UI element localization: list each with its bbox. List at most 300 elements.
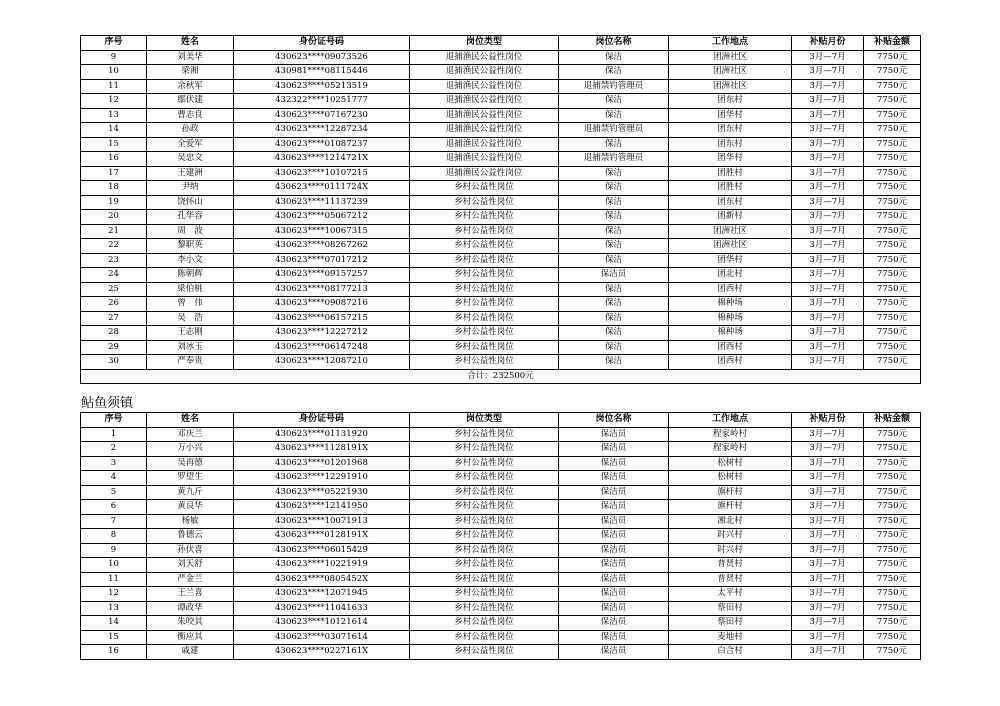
name-cell: 周 波 [147,224,234,239]
post-name-cell: 保洁 [559,50,669,65]
seq-cell: 22 [81,239,147,254]
seq-cell: 11 [81,572,147,587]
post-name-cell: 退捕禁钓管理员 [559,123,669,138]
seq-cell: 14 [81,123,147,138]
location-cell: 团华村 [669,152,792,167]
table-row [81,282,921,297]
month-cell: 3月—7月 [792,456,864,471]
header-month: 补贴月份 [792,36,864,51]
post-name-cell: 保洁员 [559,558,669,573]
table-row [81,210,921,225]
post-name-cell: 保洁员 [559,442,669,457]
id-number-cell: 430623****08267262 [234,239,410,254]
location-cell: 团西村 [669,340,792,355]
seq-cell: 20 [81,210,147,225]
table-row [81,123,921,138]
amount-cell: 7750元 [864,485,921,500]
month-cell: 3月—7月 [792,311,864,326]
id-number-cell: 430623****12087210 [234,355,410,370]
seq-cell: 23 [81,253,147,268]
post-type-cell: 乡村公益性岗位 [410,456,559,471]
month-cell: 3月—7月 [792,123,864,138]
name-cell: 曹志良 [147,108,234,123]
amount-cell: 7750元 [864,355,921,370]
post-name-cell: 保洁员 [559,601,669,616]
seq-cell: 21 [81,224,147,239]
name-cell: 刘天舒 [147,558,234,573]
table-row [81,137,921,152]
id-number-cell: 430623****06157215 [234,311,410,326]
id-number-cell: 430623****09157257 [234,268,410,283]
name-cell: 孙伏喜 [147,543,234,558]
post-type-cell: 乡村公益性岗位 [410,224,559,239]
location-cell: 棉种场 [669,297,792,312]
post-name-cell: 保洁 [559,326,669,341]
id-number-cell: 430623****03071614 [234,630,410,645]
seq-cell: 10 [81,558,147,573]
amount-cell: 7750元 [864,79,921,94]
seq-cell: 15 [81,137,147,152]
month-cell: 3月—7月 [792,166,864,181]
month-cell: 3月—7月 [792,282,864,297]
id-number-cell: 430623****10121614 [234,616,410,631]
month-cell: 3月—7月 [792,616,864,631]
location-cell: 团洲社区 [669,239,792,254]
seq-cell: 30 [81,355,147,370]
amount-cell: 7750元 [864,572,921,587]
post-name-cell: 保洁员 [559,630,669,645]
header-post-type: 岗位类型 [410,413,559,428]
post-type-cell: 乡村公益性岗位 [410,268,559,283]
table-row [81,79,921,94]
post-type-cell: 退捕渔民公益性岗位 [410,79,559,94]
table-row [81,108,921,123]
name-cell: 吴 浩 [147,311,234,326]
month-cell: 3月—7月 [792,500,864,515]
month-cell: 3月—7月 [792,587,864,602]
amount-cell: 7750元 [864,195,921,210]
post-type-cell: 乡村公益性岗位 [410,514,559,529]
id-number-cell: 430623****10067315 [234,224,410,239]
post-type-cell: 乡村公益性岗位 [410,630,559,645]
name-cell: 鲁德云 [147,529,234,544]
name-cell: 邓庆兰 [147,427,234,442]
total-row [81,369,921,384]
post-name-cell: 保洁员 [559,645,669,660]
location-cell: 团华村 [669,253,792,268]
table-row [81,645,921,660]
table-row [81,543,921,558]
post-type-cell: 乡村公益性岗位 [410,239,559,254]
location-cell: 普贤村 [669,558,792,573]
name-cell: 鄢伏建 [147,94,234,109]
amount-cell: 7750元 [864,529,921,544]
seq-cell: 27 [81,311,147,326]
table-row [81,268,921,283]
post-name-cell: 保洁员 [559,543,669,558]
id-number-cell: 430623****12141950 [234,500,410,515]
month-cell: 3月—7月 [792,108,864,123]
month-cell: 3月—7月 [792,79,864,94]
location-cell: 团西村 [669,282,792,297]
id-number-cell: 430623****06015429 [234,543,410,558]
table-row [81,601,921,616]
header-location: 工作地点 [669,413,792,428]
post-name-cell: 保洁 [559,253,669,268]
post-name-cell: 保洁员 [559,471,669,486]
month-cell: 3月—7月 [792,152,864,167]
month-cell: 3月—7月 [792,253,864,268]
table-row [81,340,921,355]
name-cell: 刘美华 [147,50,234,65]
name-cell: 王建洲 [147,166,234,181]
seq-cell: 8 [81,529,147,544]
seq-cell: 13 [81,601,147,616]
id-number-cell: 430623****10221919 [234,558,410,573]
id-number-cell: 430623****01131920 [234,427,410,442]
month-cell: 3月—7月 [792,65,864,80]
name-cell: 黄良华 [147,500,234,515]
post-type-cell: 乡村公益性岗位 [410,442,559,457]
id-number-cell: 430623****05213519 [234,79,410,94]
location-cell: 蔡田村 [669,616,792,631]
post-name-cell: 退捕禁钓管理员 [559,152,669,167]
amount-cell: 7750元 [864,543,921,558]
location-cell: 团洲社区 [669,79,792,94]
id-number-cell: 430623****08177213 [234,282,410,297]
name-cell: 梁湘 [147,65,234,80]
location-cell: 团洲社区 [669,224,792,239]
post-name-cell: 保洁员 [559,500,669,515]
location-cell: 团西村 [669,355,792,370]
id-number-cell: 430623****05221930 [234,485,410,500]
amount-cell: 7750元 [864,514,921,529]
id-number-cell: 430623****09087216 [234,297,410,312]
post-name-cell: 保洁 [559,239,669,254]
post-name-cell: 保洁 [559,355,669,370]
location-cell: 时兴村 [669,529,792,544]
post-type-cell: 乡村公益性岗位 [410,485,559,500]
location-cell: 棉种场 [669,326,792,341]
header-seq: 序号 [81,36,147,51]
post-type-cell: 乡村公益性岗位 [410,181,559,196]
post-name-cell: 保洁 [559,195,669,210]
table-row [81,442,921,457]
table-row [81,311,921,326]
amount-cell: 7750元 [864,326,921,341]
seq-cell: 7 [81,514,147,529]
month-cell: 3月—7月 [792,340,864,355]
seq-cell: 5 [81,485,147,500]
name-cell: 曾 伟 [147,297,234,312]
name-cell: 孙政 [147,123,234,138]
month-cell: 3月—7月 [792,297,864,312]
post-type-cell: 乡村公益性岗位 [410,311,559,326]
month-cell: 3月—7月 [792,645,864,660]
table-row [81,587,921,602]
id-number-cell: 430623****11137239 [234,195,410,210]
post-type-cell: 乡村公益性岗位 [410,601,559,616]
id-number-cell: 430623****0805452X [234,572,410,587]
post-name-cell: 保洁员 [559,616,669,631]
amount-cell: 7750元 [864,94,921,109]
location-cell: 松树村 [669,471,792,486]
post-type-cell: 退捕渔民公益性岗位 [410,123,559,138]
amount-cell: 7750元 [864,282,921,297]
month-cell: 3月—7月 [792,195,864,210]
id-number-cell: 430623****05067212 [234,210,410,225]
post-type-cell: 退捕渔民公益性岗位 [410,65,559,80]
header-post-type: 岗位类型 [410,36,559,51]
amount-cell: 7750元 [864,297,921,312]
post-name-cell: 保洁 [559,137,669,152]
month-cell: 3月—7月 [792,427,864,442]
post-type-cell: 乡村公益性岗位 [410,195,559,210]
name-cell: 严奉贵 [147,355,234,370]
location-cell: 旗杆村 [669,500,792,515]
seq-cell: 25 [81,282,147,297]
month-cell: 3月—7月 [792,50,864,65]
month-cell: 3月—7月 [792,572,864,587]
name-cell: 陈朝辉 [147,268,234,283]
post-name-cell: 保洁员 [559,587,669,602]
id-number-cell: 430623****11041633 [234,601,410,616]
post-name-cell: 保洁 [559,210,669,225]
post-type-cell: 乡村公益性岗位 [410,558,559,573]
table-row [81,485,921,500]
name-cell: 全爱军 [147,137,234,152]
month-cell: 3月—7月 [792,471,864,486]
name-cell: 王志刚 [147,326,234,341]
amount-cell: 7750元 [864,181,921,196]
seq-cell: 17 [81,166,147,181]
name-cell: 罗望生 [147,471,234,486]
location-cell: 蔡田村 [669,601,792,616]
seq-cell: 28 [81,326,147,341]
seq-cell: 1 [81,427,147,442]
name-cell: 饶怀山 [147,195,234,210]
amount-cell: 7750元 [864,471,921,486]
post-type-cell: 乡村公益性岗位 [410,253,559,268]
name-cell: 尹纳 [147,181,234,196]
post-type-cell: 乡村公益性岗位 [410,616,559,631]
month-cell: 3月—7月 [792,630,864,645]
id-number-cell: 430623****12227212 [234,326,410,341]
name-cell: 杨敏 [147,514,234,529]
id-number-cell: 430623****10107215 [234,166,410,181]
location-cell: 团新村 [669,210,792,225]
amount-cell: 7750元 [864,558,921,573]
amount-cell: 7750元 [864,456,921,471]
id-number-cell: 430623****12071945 [234,587,410,602]
seq-cell: 14 [81,616,147,631]
post-name-cell: 保洁员 [559,572,669,587]
month-cell: 3月—7月 [792,355,864,370]
location-cell: 团华村 [669,108,792,123]
id-number-cell: 430623****0111724X [234,181,410,196]
post-name-cell: 保洁 [559,282,669,297]
month-cell: 3月—7月 [792,326,864,341]
id-number-cell: 430623****0227161X [234,645,410,660]
post-name-cell: 保洁员 [559,514,669,529]
amount-cell: 7750元 [864,239,921,254]
amount-cell: 7750元 [864,268,921,283]
post-name-cell: 保洁 [559,65,669,80]
table-row [81,152,921,167]
header-id-number: 身份证号码 [234,413,410,428]
table-header-row [81,413,921,428]
table-row [81,355,921,370]
table-row [81,500,921,515]
name-cell: 黄九斤 [147,485,234,500]
name-cell: 朱咬其 [147,616,234,631]
amount-cell: 7750元 [864,65,921,80]
post-type-cell: 退捕渔民公益性岗位 [410,152,559,167]
post-name-cell: 保洁 [559,297,669,312]
name-cell: 孔华容 [147,210,234,225]
post-type-cell: 退捕渔民公益性岗位 [410,137,559,152]
total-cell: 合计：232500元 [81,369,921,384]
post-name-cell: 保洁员 [559,485,669,500]
header-amount: 补贴金额 [864,413,921,428]
section-title: 鲇鱼须镇 [81,396,134,411]
post-type-cell: 退捕渔民公益性岗位 [410,108,559,123]
month-cell: 3月—7月 [792,210,864,225]
name-cell: 王兰喜 [147,587,234,602]
location-cell: 团东村 [669,195,792,210]
id-number-cell: 430623****12287234 [234,123,410,138]
table-row [81,326,921,341]
amount-cell: 7750元 [864,137,921,152]
post-name-cell: 保洁 [559,224,669,239]
post-type-cell: 乡村公益性岗位 [410,210,559,225]
subsidy-table-1 [80,35,921,384]
amount-cell: 7750元 [864,253,921,268]
location-cell: 普贤村 [669,572,792,587]
seq-cell: 16 [81,645,147,660]
id-number-cell: 430623****07167230 [234,108,410,123]
month-cell: 3月—7月 [792,543,864,558]
month-cell: 3月—7月 [792,442,864,457]
location-cell: 麦地村 [669,630,792,645]
post-type-cell: 乡村公益性岗位 [410,297,559,312]
post-type-cell: 乡村公益性岗位 [410,587,559,602]
month-cell: 3月—7月 [792,514,864,529]
location-cell: 松树村 [669,456,792,471]
post-type-cell: 乡村公益性岗位 [410,471,559,486]
table-row [81,253,921,268]
post-name-cell: 退捕禁钓管理员 [559,79,669,94]
table-row [81,224,921,239]
seq-cell: 15 [81,630,147,645]
header-id-number: 身份证号码 [234,36,410,51]
id-number-cell: 430623****01087237 [234,137,410,152]
location-cell: 团东村 [669,94,792,109]
amount-cell: 7750元 [864,108,921,123]
seq-cell: 10 [81,65,147,80]
header-post-name: 岗位名称 [559,36,669,51]
location-cell: 湘北村 [669,514,792,529]
seq-cell: 13 [81,108,147,123]
amount-cell: 7750元 [864,340,921,355]
month-cell: 3月—7月 [792,224,864,239]
location-cell: 棉种场 [669,311,792,326]
table-row [81,297,921,312]
header-name: 姓名 [147,413,234,428]
post-name-cell: 保洁员 [559,427,669,442]
name-cell: 万小兴 [147,442,234,457]
location-cell: 团北村 [669,268,792,283]
seq-cell: 6 [81,500,147,515]
table-header-row [81,36,921,51]
post-type-cell: 退捕渔民公益性岗位 [410,166,559,181]
location-cell: 程家岭村 [669,442,792,457]
table-row [81,239,921,254]
location-cell: 太平村 [669,587,792,602]
amount-cell: 7750元 [864,645,921,660]
seq-cell: 19 [81,195,147,210]
amount-cell: 7750元 [864,500,921,515]
amount-cell: 7750元 [864,123,921,138]
seq-cell: 24 [81,268,147,283]
table-row [81,181,921,196]
seq-cell: 18 [81,181,147,196]
location-cell: 团东村 [669,137,792,152]
header-month: 补贴月份 [792,413,864,428]
id-number-cell: 432322****10251777 [234,94,410,109]
month-cell: 3月—7月 [792,558,864,573]
location-cell: 团洲社区 [669,65,792,80]
post-type-cell: 乡村公益性岗位 [410,543,559,558]
post-type-cell: 乡村公益性岗位 [410,427,559,442]
seq-cell: 9 [81,50,147,65]
location-cell: 白合村 [669,645,792,660]
location-cell: 团东村 [669,123,792,138]
table-row [81,529,921,544]
table-row [81,195,921,210]
table-row [81,471,921,486]
post-type-cell: 乡村公益性岗位 [410,529,559,544]
post-name-cell: 保洁员 [559,529,669,544]
name-cell: 余秋军 [147,79,234,94]
post-type-cell: 乡村公益性岗位 [410,572,559,587]
location-cell: 程家岭村 [669,427,792,442]
post-name-cell: 保洁员 [559,268,669,283]
post-name-cell: 保洁 [559,166,669,181]
id-number-cell: 430623****06147248 [234,340,410,355]
header-post-name: 岗位名称 [559,413,669,428]
table-row [81,630,921,645]
amount-cell: 7750元 [864,616,921,631]
id-number-cell: 430981****08115446 [234,65,410,80]
amount-cell: 7750元 [864,630,921,645]
location-cell: 团胜村 [669,166,792,181]
table-row [81,65,921,80]
name-cell: 吴忠文 [147,152,234,167]
post-type-cell: 退捕渔民公益性岗位 [410,94,559,109]
seq-cell: 2 [81,442,147,457]
seq-cell: 16 [81,152,147,167]
post-name-cell: 保洁 [559,108,669,123]
amount-cell: 7750元 [864,210,921,225]
seq-cell: 26 [81,297,147,312]
table-row [81,427,921,442]
location-cell: 时兴村 [669,543,792,558]
post-type-cell: 乡村公益性岗位 [410,282,559,297]
post-type-cell: 乡村公益性岗位 [410,645,559,660]
amount-cell: 7750元 [864,427,921,442]
month-cell: 3月—7月 [792,181,864,196]
